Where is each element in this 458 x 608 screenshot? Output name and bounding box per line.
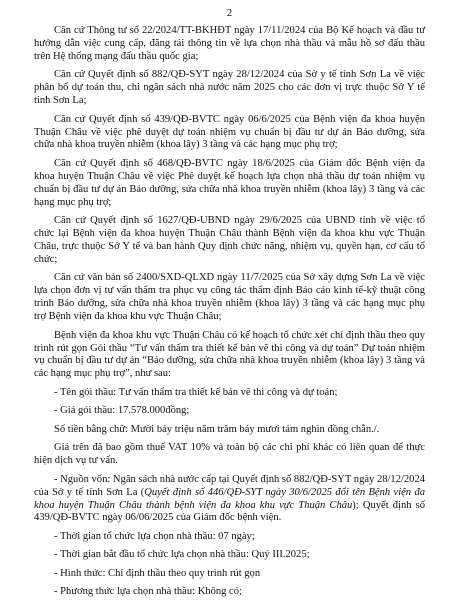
selection-method-line: - Phương thức lựa chọn nhà thầu: Không có; bbox=[54, 586, 242, 598]
selection-start-line: - Thời gian bắt đầu tổ chức lựa chọn nhà thầu: Quý III.2025; bbox=[54, 549, 310, 561]
funding-source bbox=[34, 474, 425, 526]
paragraph-decision-439: Căn cứ Quyết định số 439/QĐ-BVTC ngày 06/6/2025 của Bệnh viện đa khoa huyện Thuận Châu về việc phê duyệt dự toán nhiệm vụ chuẩn bị đầu tư dự án Bảo dưỡng, sửa chữa nhà khoa truyền nhiễm (khoa lây) 3 tầng và các hạng mục phụ trợ; bbox=[34, 113, 425, 151]
selection-form-line: - Hình thức: Chỉ định thầu theo quy trình rút gọn bbox=[54, 567, 261, 579]
paragraph-circular-22: Căn cứ Thông tư số 22/2024/TT-BKHĐT ngày 17/11/2024 của Bộ Kế hoạch và đầu tư hướng dẫn việc cung cấp, đăng tải thông tin về lựa chọn nhà thầu và mẫu hồ sơ đấu thầu trên Hệ thống mạng đấu thầu quốc gia; bbox=[34, 25, 425, 62]
funding-source-end: ); Quyết định số 439/QĐ-BVTC ngày 06/06/2025 của Giám đốc bệnh viện. bbox=[34, 499, 425, 524]
paragraph-document-2400: Căn cứ văn bản số 2400/SXD-QLXD ngày 11/7/2025 của Sở xây dựng Sơn La về việc lựa chọn đơn vị tư vấn thẩm tra phục vụ công tác thẩm định Báo cáo kinh tế-kỹ thuật công trình Bảo dưỡng, sửa chữa nhà khoa truyền nhiễm (khoa lây) 3 tầng và các hạng mục phụ trợ Bệnh viện đa khoa khu vực Thuận Châu; bbox=[34, 272, 425, 323]
package-name-line: - Tên gói thầu: Tư vấn thẩm tra thiết kế bản vẽ thi công và dự toán; bbox=[54, 386, 338, 398]
paragraph-decision-882: Căn cứ Quyết định số 882/QĐ-SYT ngày 28/12/2024 của Sở y tế tỉnh Sơn La về việc phân bổ dự toán thu, chi ngân sách nhà nước năm 2025 cho các đơn vị trực thuộc Sở Y tế tỉnh Sơn La; bbox=[34, 69, 425, 107]
funding-source-start: - Nguồn vốn: Ngân sách nhà nước cấp tại Quyết định số 882/QĐ-SYT ngày 28/12/2024 của Sở y tế tỉnh Sơn La ( bbox=[34, 473, 425, 498]
page-number: 2 bbox=[226, 8, 233, 19]
paragraph-decision-468: Căn cứ Quyết định số 468/QĐ-BVTC ngày 18/6/2025 của Giám đốc Bệnh viện đa khoa huyện Thuận Châu về việc Phê duyệt kế hoạch lựa chọn nhà thầu dự toán nhiệm vụ chuẩn bị đầu tư dự án Bảo dưỡng, sửa chữa nhà khoa truyền nhiễm (khoa lây) 3 tầng và các hạng mục phụ trợ; bbox=[34, 157, 425, 208]
selection-duration-line: - Thời gian tổ chức lựa chọn nhà thầu: 07 ngày; bbox=[54, 530, 255, 542]
package-price-line: - Giá gói thầu: 17.578.000đồng; bbox=[54, 405, 190, 417]
vat-note: Giá trên đã bao gồm thuế VAT 10% và toàn bộ các chi phí khác có liên quan để thực hiện dịch vụ tư vấn. bbox=[34, 442, 425, 467]
paragraph-hospital-plan: Bệnh viện đa khoa khu vực Thuận Châu có kế hoạch tổ chức xét chỉ định thầu theo quy trình rút gọn Gói thầu “Tư vấn thẩm tra thiết kế bản vẽ thi công và dự toán” Dự toán nhiệm vụ chuẩn bị đầu tư dự án “Bảo dưỡng, sửa chữa nhà khoa truyền nhiễm (khoa lây) 3 tầng và các hạng mục phụ trợ”, như sau: bbox=[34, 329, 425, 380]
funding-source-italic: Quyết định số 446/QĐ-SYT ngày 30/6/2025 đổi tên Bệnh viện đa khoa huyện Thuận Châu thành bệnh viện đa khoa khu vực Thuận Châu bbox=[34, 486, 425, 511]
paragraph-decision-1627: Căn cứ Quyết định số 1627/QĐ-UBND ngày 29/6/2025 của UBND tỉnh về việc tổ chức lại Bệnh viện đa khoa huyện Thuận Châu thành Bệnh viện đa khoa khu vực Thuận Châu, trực thuộc Sở Y tế và ban hành Quy định chức năng, nhiệm vụ, quyền hạn, cơ cấu tổ chức; bbox=[34, 215, 425, 265]
amount-in-words: Số tiền bằng chữ: Mười bảy triệu năm trăm bảy mươi tám nghìn đồng chẵn./. bbox=[54, 423, 380, 435]
